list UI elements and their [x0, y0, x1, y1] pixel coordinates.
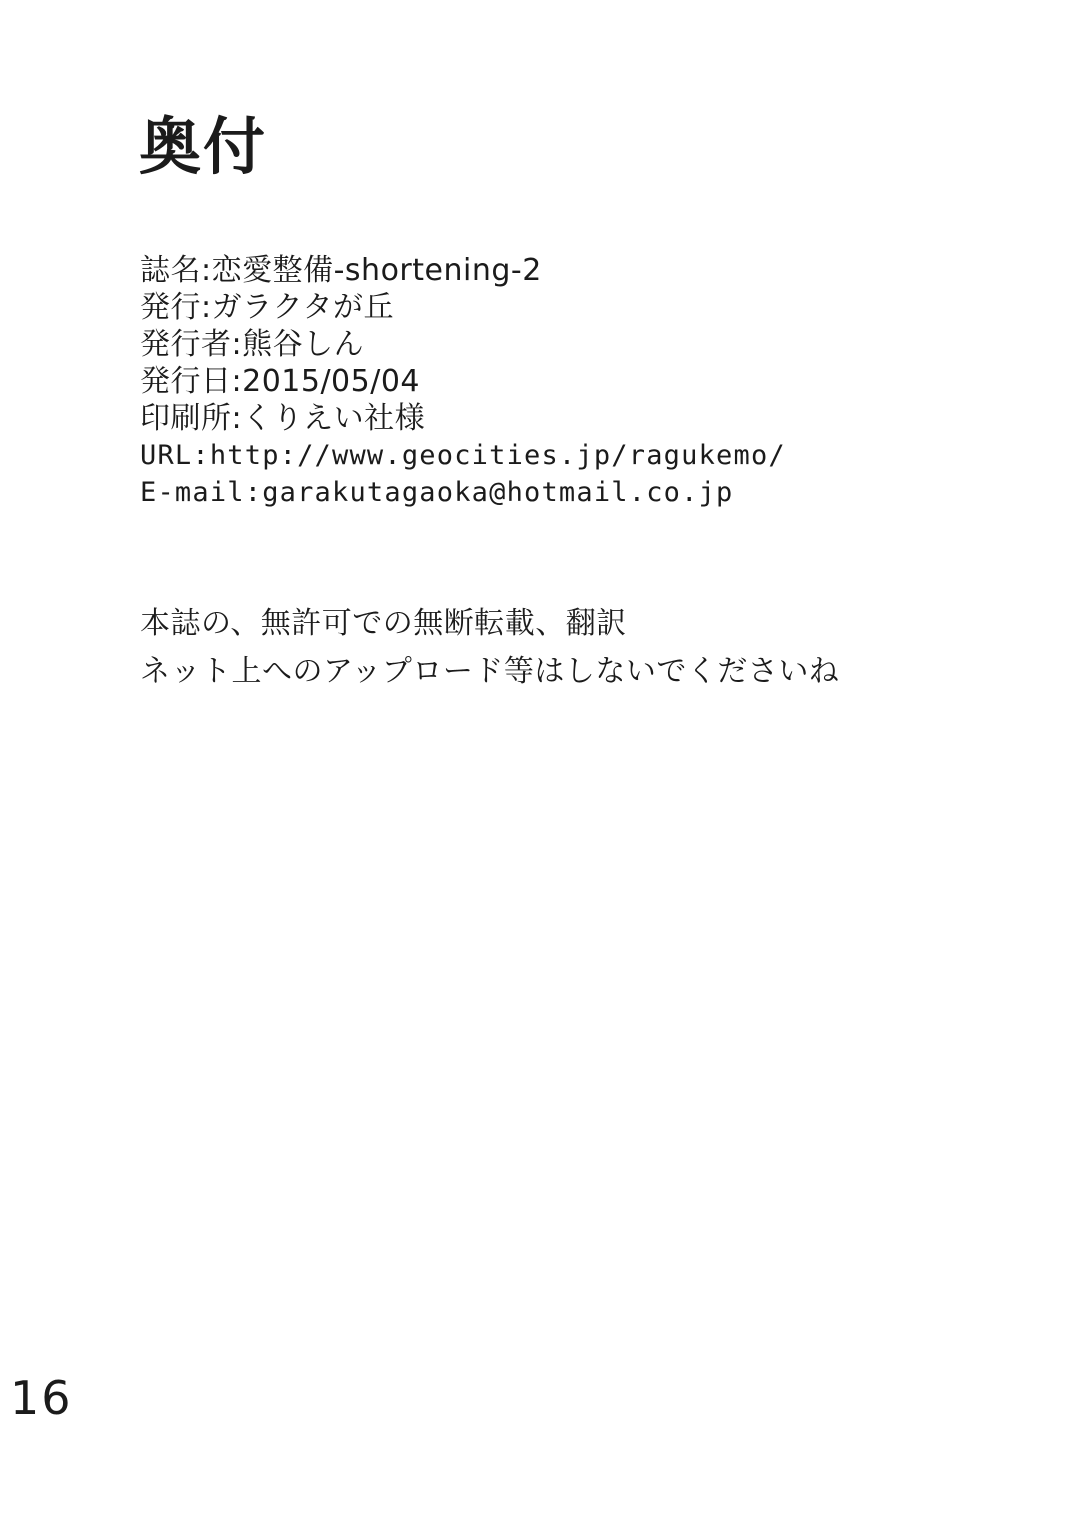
notice-line-2: ネット上へのアップロード等はしないでくださいね [140, 654, 840, 689]
page-number: 16 [10, 1371, 73, 1425]
imprint-line-url: URL:http://www.geocities.jp/ragukemo/ [140, 440, 786, 471]
page-title: 奥付 [139, 110, 268, 183]
imprint-line-circle: 発行:ガラクタが丘 [140, 290, 395, 325]
imprint-line-title: 誌名:恋愛整備-shortening-2 [140, 253, 542, 288]
imprint-line-email: E-mail:garakutagaoka@hotmail.co.jp [140, 477, 734, 508]
imprint-line-author: 発行者:熊谷しん [140, 327, 365, 362]
imprint-line-date: 発行日:2015/05/04 [140, 364, 421, 399]
notice-line-1: 本誌の、無許可での無断転載、翻訳 [140, 606, 627, 641]
notice-block [140, 600, 970, 696]
imprint-block [140, 252, 960, 511]
imprint-line-printer: 印刷所:くりえい社様 [140, 401, 426, 436]
